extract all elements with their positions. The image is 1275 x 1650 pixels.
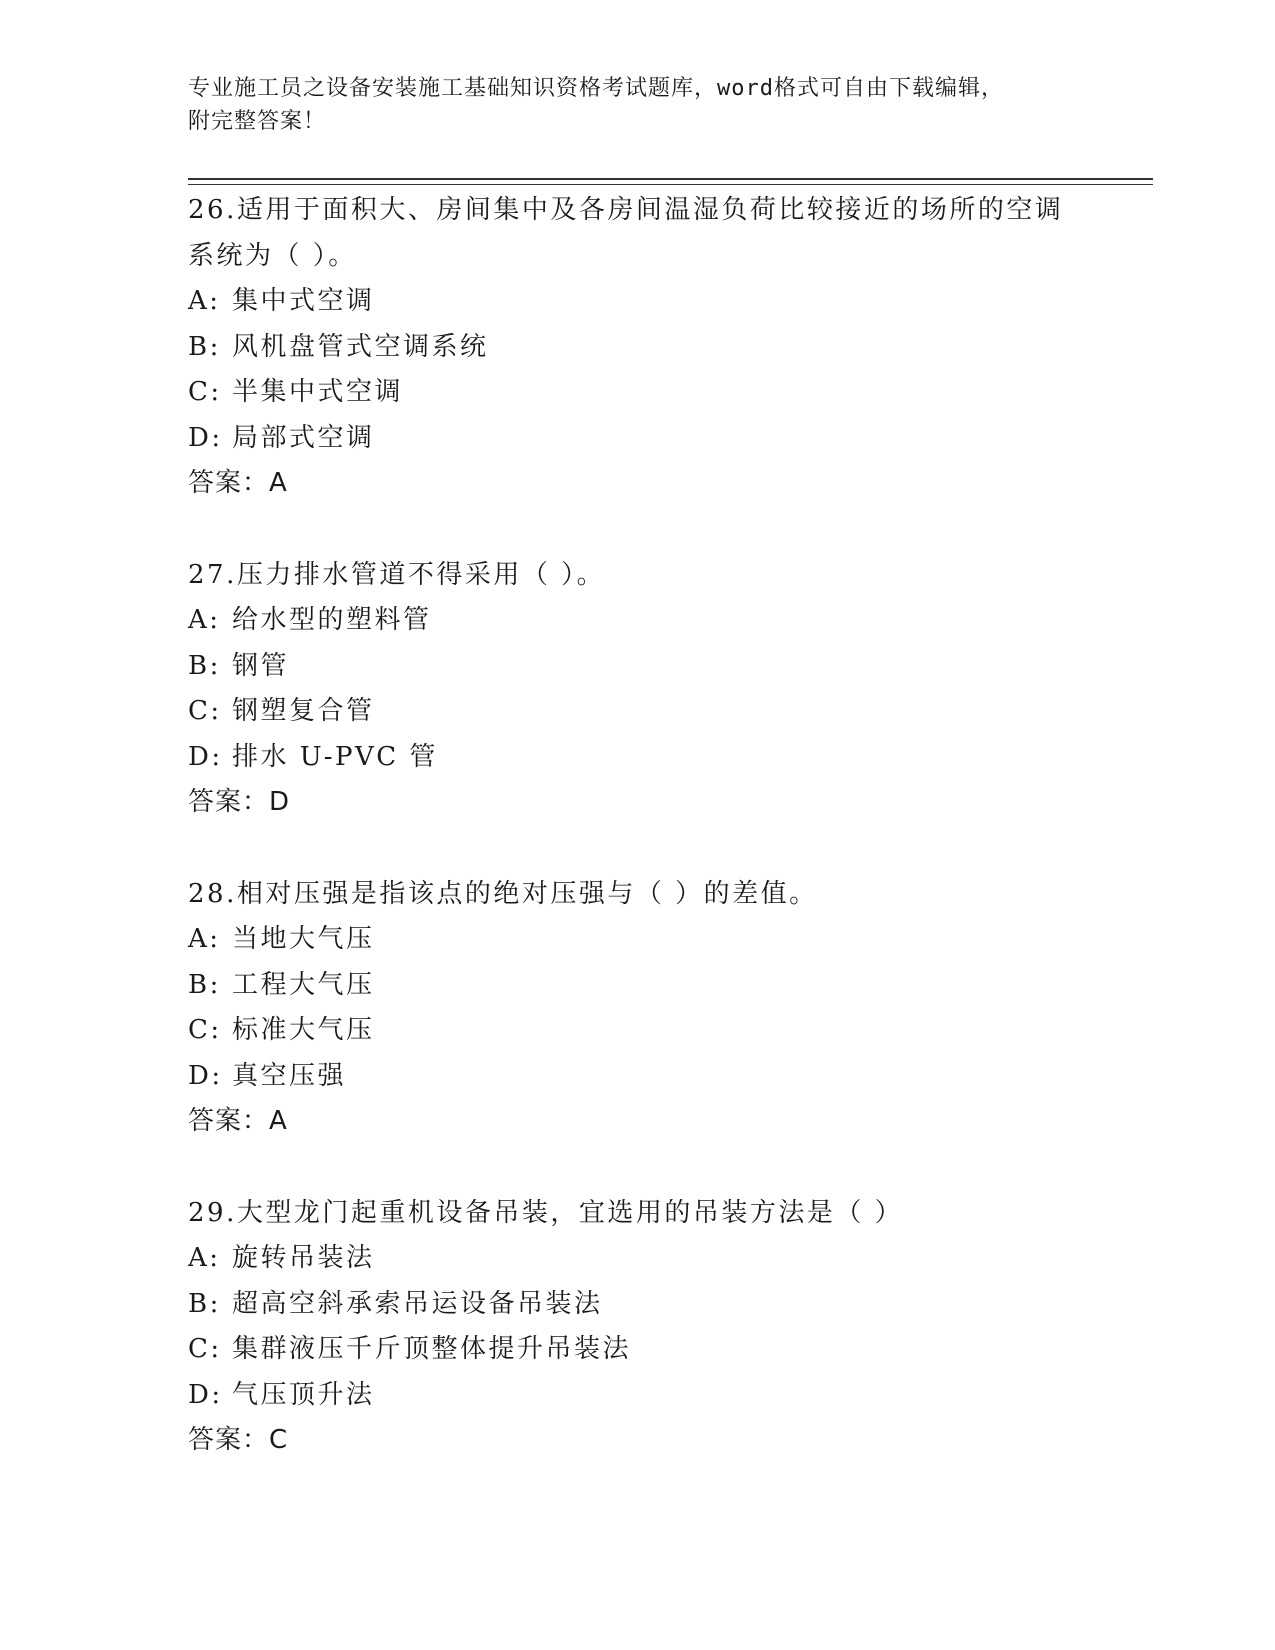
- option-letter: D:: [188, 422, 223, 453]
- answer-line: [188, 1099, 1108, 1145]
- option-b: [188, 1282, 1108, 1328]
- option-letter: C:: [188, 1015, 222, 1045]
- question-number: 29.: [188, 1197, 237, 1228]
- header-divider-thick: [188, 178, 1153, 180]
- question-stem: [188, 872, 1108, 918]
- option-text: 风机盘管式空调系统: [232, 331, 489, 362]
- option-letter: B:: [188, 969, 221, 1000]
- option-a: [188, 1236, 1108, 1282]
- option-letter: B:: [188, 650, 221, 681]
- answer-label: 答案：: [188, 468, 270, 498]
- option-d: [188, 416, 1108, 462]
- option-b: [188, 963, 1108, 1009]
- option-d: [188, 1373, 1108, 1419]
- option-letter: A:: [188, 924, 221, 954]
- header-divider-thin: [188, 184, 1153, 185]
- option-text: 超高空斜承索吊运设备吊装法: [232, 1288, 603, 1319]
- option-a: [188, 279, 1108, 325]
- option-text: 局部式空调: [232, 422, 375, 453]
- answer-value: A: [269, 468, 288, 498]
- option-text: 旋转吊装法: [232, 1243, 375, 1273]
- question-stem-line1: 适用于面积大、房间集中及各房间温湿负荷比较接近的场所的空调: [236, 195, 1064, 225]
- question-26: [188, 188, 1108, 507]
- option-text: 半集中式空调: [232, 377, 404, 407]
- question-28: [188, 872, 1108, 1145]
- option-letter: C:: [188, 696, 222, 726]
- option-letter: B:: [188, 331, 221, 362]
- question-stem-line2: 系统为（ ）。: [188, 240, 357, 271]
- question-29: [188, 1191, 1108, 1464]
- option-letter: A:: [188, 286, 221, 316]
- option-text: 钢塑复合管: [232, 696, 375, 726]
- question-number: 28.: [188, 878, 237, 909]
- question-stem-line1: 相对压强是指该点的绝对压强与（ ）的差值。: [236, 878, 818, 909]
- header-line-2: 附完整答案！: [188, 109, 327, 134]
- option-text: 当地大气压: [232, 924, 375, 954]
- option-letter: C:: [188, 1334, 222, 1364]
- option-text: 钢管: [232, 650, 290, 681]
- option-text: 排水 U-PVC 管: [232, 741, 438, 772]
- option-text: 给水型的塑料管: [232, 605, 432, 635]
- answer-label: 答案：: [188, 787, 270, 817]
- option-c: [188, 1327, 1108, 1373]
- option-letter: D:: [188, 1060, 223, 1091]
- option-text: 集群液压千斤顶整体提升吊装法: [232, 1334, 632, 1364]
- option-b: [188, 325, 1108, 371]
- option-a: [188, 598, 1108, 644]
- option-letter: A:: [188, 1243, 221, 1273]
- question-list: [188, 188, 1108, 1510]
- option-text: 集中式空调: [232, 286, 375, 316]
- answer-label: 答案：: [188, 1425, 270, 1455]
- question-stem-line1: 压力排水管道不得采用（ ）。: [236, 559, 606, 590]
- question-27: [188, 553, 1108, 826]
- option-d: [188, 1054, 1108, 1100]
- option-text: 工程大气压: [232, 969, 375, 1000]
- answer-value: A: [269, 1106, 288, 1136]
- option-text: 真空压强: [232, 1060, 347, 1091]
- question-stem-line1: 大型龙门起重机设备吊装，宜选用的吊装方法是（ ）: [236, 1197, 904, 1228]
- answer-line: [188, 780, 1108, 826]
- option-letter: A:: [188, 605, 221, 635]
- question-number: 27.: [188, 559, 237, 590]
- option-letter: C:: [188, 377, 222, 407]
- answer-line: [188, 461, 1108, 507]
- answer-value: D: [269, 787, 291, 817]
- option-c: [188, 370, 1108, 416]
- question-stem-continuation: [188, 234, 1108, 280]
- option-d: [188, 735, 1108, 781]
- question-stem: [188, 1191, 1108, 1237]
- answer-label: 答案：: [188, 1106, 270, 1136]
- option-letter: B:: [188, 1288, 221, 1319]
- header-line-1: 专业施工员之设备安装施工基础知识资格考试题库，word格式可自由下载编辑，: [188, 76, 1004, 101]
- option-c: [188, 689, 1108, 735]
- question-number: 26.: [188, 195, 237, 225]
- option-c: [188, 1008, 1108, 1054]
- answer-value: C: [269, 1425, 289, 1455]
- option-text: 气压顶升法: [232, 1379, 375, 1410]
- option-letter: D:: [188, 741, 223, 772]
- option-b: [188, 644, 1108, 690]
- option-text: 标准大气压: [232, 1015, 375, 1045]
- document-header: [188, 72, 1068, 138]
- question-stem: [188, 553, 1108, 599]
- option-a: [188, 917, 1108, 963]
- answer-line: [188, 1418, 1108, 1464]
- option-letter: D:: [188, 1379, 223, 1410]
- question-stem: [188, 188, 1068, 234]
